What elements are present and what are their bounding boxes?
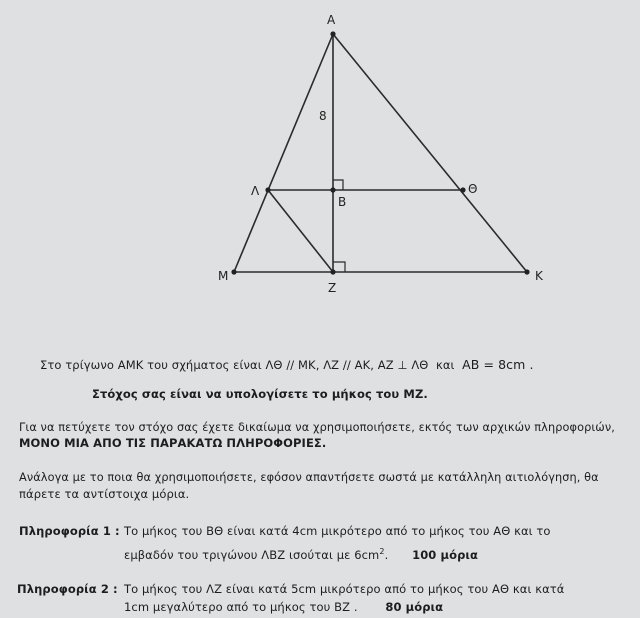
- instructions-line-1: Για να πετύχετε τον στόχο σας έχετε δικαίωμα να χρησιμοποιήσετε, εκτός των αρχικών πληροφοριών,: [19, 421, 615, 434]
- info-1-line-2: [124, 544, 478, 563]
- info-1-area-value: 6cm: [354, 547, 380, 562]
- given-relation-3: ΑΖ ⊥ ΛΘ: [377, 358, 429, 372]
- point-Z: [330, 269, 335, 274]
- info-1-area-text: εμβαδόν του τριγώνου ΛΒΖ ισούται με: [124, 547, 351, 562]
- label-B: B: [338, 195, 347, 209]
- given-relation-1: ΛΘ // ΜΚ,: [265, 358, 320, 372]
- info-1-points: 100 μόρια: [412, 547, 478, 562]
- given-relation-4: ΑΒ = 8cm .: [462, 357, 534, 372]
- point-Theta: [460, 187, 465, 192]
- point-B: [330, 187, 335, 192]
- label-K: K: [535, 269, 543, 283]
- label-A: A: [327, 13, 336, 27]
- label-Lambda: Λ: [251, 184, 260, 198]
- given-and: και: [435, 358, 455, 372]
- point-Lambda: [265, 187, 270, 192]
- info-2-line-2-text: 1cm μεγαλύτερο από το μήκος του ΒΖ .: [124, 600, 358, 614]
- points-line-1: Ανάλογα με το ποια θα χρησιμοποιήσετε, εφόσον απαντήσετε σωστά με κατάλληλη αιτιολόγηση, θα: [19, 471, 599, 484]
- goal-text: Στόχος σας είναι να υπολογίσετε το μήκος του ΜΖ.: [92, 387, 428, 401]
- info-2-line-2: [124, 600, 443, 615]
- points-line-2: πάρετε τα αντίστοιχα μόρια.: [19, 487, 190, 501]
- label-length-8: 8: [319, 109, 327, 123]
- instructions-line-2: ΜΟΝΟ ΜΙΑ ΑΠΟ ΤΙΣ ΠΑΡΑΚΑΤΩ ΠΛΗΡΟΦΟΡΙΕΣ.: [19, 436, 327, 450]
- side-AM: [234, 34, 333, 272]
- side-AK: [333, 34, 527, 272]
- segment-LZ: [268, 190, 333, 272]
- info-1-area-end: .: [384, 547, 389, 562]
- label-Theta: Θ: [468, 182, 478, 196]
- info-2-label: Πληροφορία 2 :: [17, 582, 118, 596]
- given-relation-2: ΛΖ // ΑΚ,: [323, 358, 374, 372]
- given-line: [40, 357, 534, 373]
- info-1-area-exponent: 2: [379, 547, 385, 556]
- point-M: [231, 269, 236, 274]
- info-2-line-1: Το μήκος του ΛΖ είναι κατά 5cm μικρότερο από το μήκος του ΑΘ και κατά: [124, 582, 565, 596]
- point-K: [524, 269, 529, 274]
- label-Z: Z: [328, 281, 337, 295]
- point-A: [330, 31, 335, 36]
- info-1-line-1: Το μήκος του ΒΘ είναι κατά 4cm μικρότερο από το μήκος του ΑΘ και το: [124, 524, 551, 538]
- info-1-label: Πληροφορία 1 :: [19, 524, 120, 538]
- info-2-points: 80 μόρια: [385, 600, 444, 614]
- given-prefix: Στο τρίγωνο ΑΜΚ του σχήματος είναι: [40, 358, 262, 372]
- label-M: M: [218, 269, 229, 283]
